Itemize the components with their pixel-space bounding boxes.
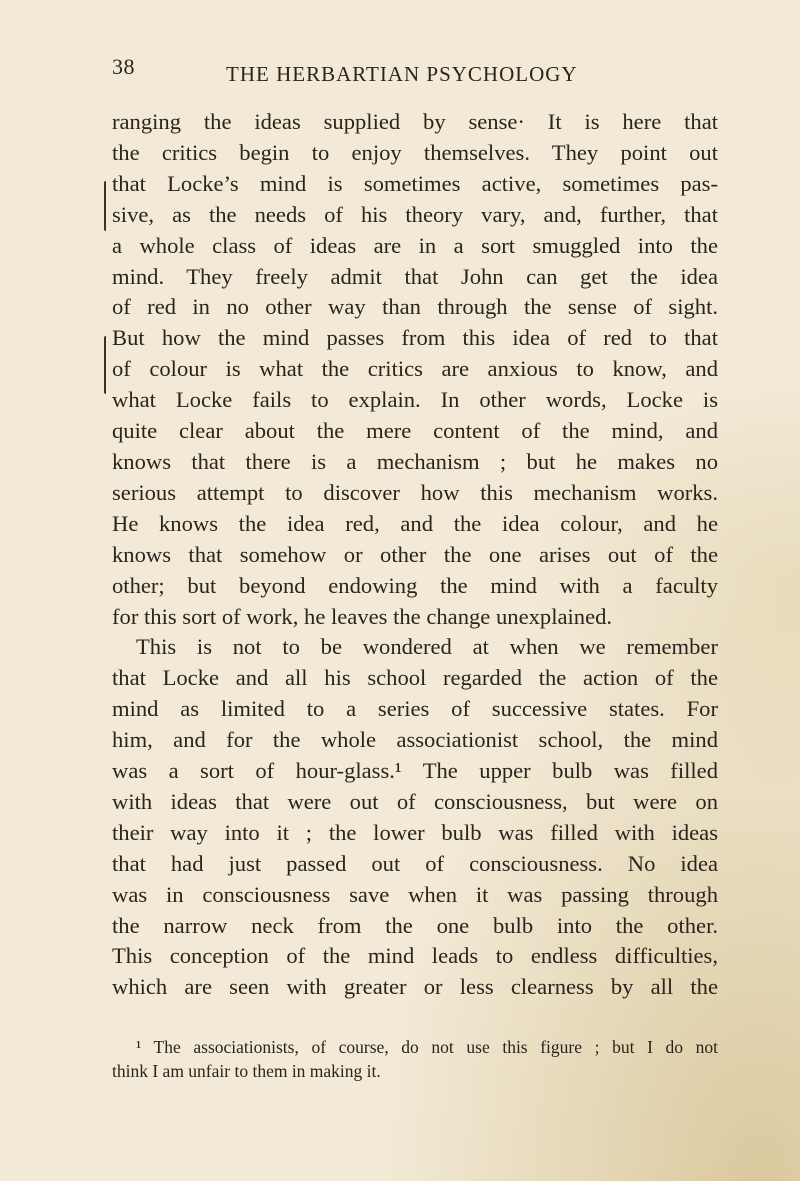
text-line: mind as limited to a series of successive states. For <box>112 696 718 722</box>
text-line: of red in no other way than through the sense of sight. <box>112 294 718 320</box>
text-line: which are seen with greater or less clearness by all the <box>112 974 718 1000</box>
text-line: This conception of the mind leads to endless difficulties, <box>112 943 718 969</box>
text-line: with ideas that were out of consciousness, but were on <box>112 788 718 814</box>
margin-bracket-mark <box>104 336 106 394</box>
text-line: ranging the ideas supplied by sense· It is here that <box>112 109 718 134</box>
text-line: that Locke’s mind is sometimes active, sometimes pas- <box>112 170 718 196</box>
text-line: was a sort of hour-glass.¹ The upper bulb was filled <box>112 758 718 784</box>
text-line: for this sort of work, he leaves the change unexplained. <box>112 603 613 629</box>
text-line: quite clear about the mere content of the mind, and <box>112 418 718 444</box>
footnote <box>112 1035 718 1083</box>
text-line: that had just passed out of consciousness. No idea <box>112 850 718 876</box>
text-line: the narrow neck from the one bulb into the other. <box>112 912 718 938</box>
page-number: 38 <box>112 54 135 79</box>
text-line: serious attempt to discover how this mechanism works. <box>112 479 718 505</box>
text-line: their way into it ; the lower bulb was filled with ideas <box>112 819 718 845</box>
text-line: knows that somehow or other the one arises out of the <box>112 541 718 567</box>
text-line: that Locke and all his school regarded the action of the <box>112 665 718 691</box>
text-line: sive, as the needs of his theory vary, and, further, that <box>112 201 718 227</box>
body-text <box>112 107 718 1003</box>
text-line: a whole class of ideas are in a sort smuggled into the <box>112 232 718 258</box>
text-line: what Locke fails to explain. In other words, Locke is <box>112 387 718 413</box>
text-line: of colour is what the critics are anxious to know, and <box>112 356 718 382</box>
text-line: This is not to be wondered at when we remember <box>136 634 718 660</box>
text-line: was in consciousness save when it was passing through <box>112 881 718 907</box>
text-line: other; but beyond endowing the mind with a faculty <box>112 572 718 598</box>
running-head: THE HERBARTIAN PSYCHOLOGY <box>226 62 578 86</box>
text-line: He knows the idea red, and the idea colour, and he <box>112 510 718 536</box>
text-line: him, and for the whole associationist school, the mind <box>112 727 718 753</box>
text-line: mind. They freely admit that John can get the idea <box>112 263 718 289</box>
footnote-line: think I am unfair to them in making it. <box>112 1061 381 1081</box>
text-line: But how the mind passes from this idea of red to that <box>112 325 718 351</box>
margin-bracket-mark <box>104 181 106 231</box>
text-line: the critics begin to enjoy themselves. They point out <box>112 139 718 165</box>
footnote-line: ¹ The associationists, of course, do not use this figure ; but I do not <box>136 1037 718 1057</box>
text-line: knows that there is a mechanism ; but he makes no <box>112 448 718 474</box>
